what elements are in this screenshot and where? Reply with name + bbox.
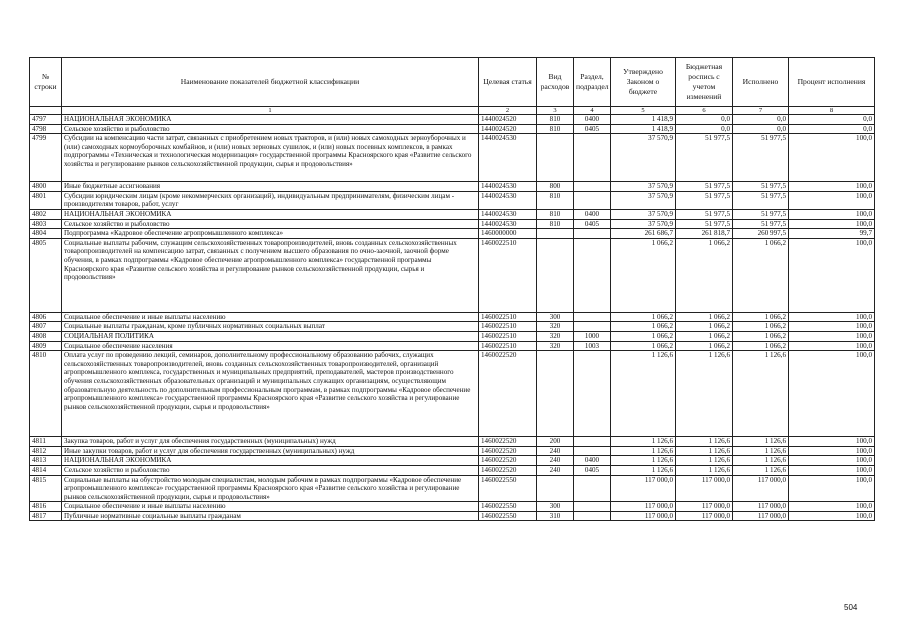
column-number-row: [30, 107, 875, 115]
row-number: 4803: [30, 219, 62, 229]
row-number: 4810: [30, 351, 62, 437]
section-code: [574, 437, 611, 447]
approved-amount: 1 066,2: [611, 331, 676, 341]
section-code: 0405: [574, 465, 611, 475]
header-budget: Бюджетная роспись с учетом изменений: [676, 58, 733, 107]
row-number: 4798: [30, 124, 62, 134]
header-section: Раздел, подраздел: [574, 58, 611, 107]
row-number: 4799: [30, 134, 62, 182]
row-number: 4815: [30, 475, 62, 502]
approved-amount: 1 066,2: [611, 322, 676, 332]
executed-amount: 51 977,5: [733, 191, 789, 209]
budget-table: [29, 57, 875, 521]
section-code: [574, 511, 611, 521]
col-number: 8: [789, 107, 875, 115]
row-name: Социальное обеспечение и иные выплаты населению: [62, 502, 479, 512]
target-article: 1460022550: [479, 475, 537, 502]
row-number: 4816: [30, 502, 62, 512]
approved-amount: 37 570,9: [611, 219, 676, 229]
budget-amount: 51 977,5: [676, 134, 733, 182]
budget-amount: 51 977,5: [676, 182, 733, 192]
executed-amount: 117 000,0: [733, 502, 789, 512]
budget-amount: 1 126,6: [676, 465, 733, 475]
budget-report-page: [29, 57, 874, 521]
target-article: 1460022510: [479, 238, 537, 312]
table-row: [30, 456, 875, 466]
col-number: 7: [733, 107, 789, 115]
section-code: [574, 182, 611, 192]
percent-executed: 100,0: [789, 465, 875, 475]
section-code: [574, 322, 611, 332]
table-row: [30, 502, 875, 512]
percent-executed: 100,0: [789, 219, 875, 229]
row-number: 4809: [30, 341, 62, 351]
row-number: 4817: [30, 511, 62, 521]
col-number: 6: [676, 107, 733, 115]
row-name: Субсидии юридическим лицам (кроме некоммерческих организаций), индивидуальным предпринимателям, физическим лицам - производителям товаров, работ, услуг: [62, 191, 479, 209]
section-code: 0400: [574, 115, 611, 125]
expense-type: [537, 238, 574, 312]
table-row: [30, 351, 875, 437]
expense-type: 810: [537, 219, 574, 229]
target-article: 1460022550: [479, 502, 537, 512]
expense-type: [537, 229, 574, 239]
col-number: 3: [537, 107, 574, 115]
row-name: Социальные выплаты рабочим, служащим сельскохозяйственных товаропроизводителей, вновь созданных сельскохозяйственных товаропроизводителей на компенсацию затрат, связанных с получением высшего образования по очно-заочной, заочной форме обучения, в рамках подпрограммы «Кадровое обеспечение агропромышленного комплекса» государственной программы Красноярского края «Развитие сельского хозяйства и регулирование рынков сельскохозяйственной продукции, сырья и продовольствия»: [62, 238, 479, 312]
row-name: Социальное обеспечение населения: [62, 341, 479, 351]
budget-amount: 51 977,5: [676, 209, 733, 219]
budget-amount: 0,0: [676, 115, 733, 125]
table-row: [30, 229, 875, 239]
expense-type: [537, 475, 574, 502]
target-article: 1440024530: [479, 134, 537, 182]
expense-type: 320: [537, 322, 574, 332]
target-article: 1440024530: [479, 191, 537, 209]
budget-amount: 51 977,5: [676, 219, 733, 229]
target-article: 1460022520: [479, 446, 537, 456]
table-row: [30, 312, 875, 322]
page-number: 504: [844, 603, 858, 612]
executed-amount: 1 126,6: [733, 465, 789, 475]
section-code: 0400: [574, 456, 611, 466]
approved-amount: 37 570,9: [611, 191, 676, 209]
expense-type: 320: [537, 341, 574, 351]
budget-amount: 1 066,2: [676, 341, 733, 351]
target-article: 1440024530: [479, 219, 537, 229]
section-code: 0400: [574, 209, 611, 219]
approved-amount: 1 066,2: [611, 341, 676, 351]
row-number: 4807: [30, 322, 62, 332]
budget-amount: 1 066,2: [676, 312, 733, 322]
expense-type: 300: [537, 312, 574, 322]
executed-amount: 1 066,2: [733, 341, 789, 351]
approved-amount: 261 686,7: [611, 229, 676, 239]
target-article: 1440024530: [479, 209, 537, 219]
header-approved: Утверждено Законом о бюджете: [611, 58, 676, 107]
approved-amount: 1 126,6: [611, 437, 676, 447]
expense-type: 200: [537, 437, 574, 447]
row-number: 4813: [30, 456, 62, 466]
row-number: 4808: [30, 331, 62, 341]
percent-executed: 100,0: [789, 331, 875, 341]
table-row: [30, 191, 875, 209]
budget-amount: 1 066,2: [676, 322, 733, 332]
row-number: 4806: [30, 312, 62, 322]
col-number: 1: [62, 107, 479, 115]
executed-amount: 1 066,2: [733, 322, 789, 332]
row-name: СОЦИАЛЬНАЯ ПОЛИТИКА: [62, 331, 479, 341]
expense-type: [537, 351, 574, 437]
section-code: [574, 312, 611, 322]
row-name: Социальное обеспечение и иные выплаты населению: [62, 312, 479, 322]
header-row-no: № строки: [30, 58, 62, 107]
table-row: [30, 219, 875, 229]
header-percent: Процент исполнения: [789, 58, 875, 107]
percent-executed: 100,0: [789, 446, 875, 456]
percent-executed: 100,0: [789, 437, 875, 447]
expense-type: 810: [537, 209, 574, 219]
section-code: [574, 229, 611, 239]
row-number: 4804: [30, 229, 62, 239]
target-article: 1440024530: [479, 182, 537, 192]
row-number: 4812: [30, 446, 62, 456]
table-row: [30, 437, 875, 447]
row-name: Иные бюджетные ассигнования: [62, 182, 479, 192]
expense-type: 810: [537, 124, 574, 134]
row-name: Сельское хозяйство и рыболовство: [62, 465, 479, 475]
row-name: НАЦИОНАЛЬНАЯ ЭКОНОМИКА: [62, 209, 479, 219]
expense-type: 810: [537, 115, 574, 125]
expense-type: 320: [537, 331, 574, 341]
budget-amount: 1 066,2: [676, 238, 733, 312]
expense-type: [537, 134, 574, 182]
target-article: 1460022520: [479, 465, 537, 475]
approved-amount: 1 066,2: [611, 312, 676, 322]
percent-executed: 100,0: [789, 191, 875, 209]
approved-amount: 1 126,6: [611, 446, 676, 456]
expense-type: 310: [537, 511, 574, 521]
table-row: [30, 341, 875, 351]
approved-amount: 37 570,9: [611, 134, 676, 182]
row-name: Оплата услуг по проведению лекций, семинаров, дополнительному профессиональному образованию рабочих, служащих сельскохозяйственных товаропроизводителей, вновь созданных сельскохозяйственных товаропроизводителей, организаций агропромышленного комплекса, государственных и муниципальных предприятий, преподавателей, мастеров производственного обучения сельскохозяйственных образовательных организаций и муниципальных служащих организациям, осуществляющим образовательную деятельность по дополнительным профессиональным программам, в рамках подпрограммы «Кадровое обеспечение агропромышленного комплекса» государственной программы Красноярского края «Развитие сельского хозяйства и регулирование рынков сельскохозяйственной продукции, сырья и продовольствия»: [62, 351, 479, 437]
row-name: Подпрограмма «Кадровое обеспечение агропромышленного комплекса»: [62, 229, 479, 239]
approved-amount: 1 418,9: [611, 115, 676, 125]
expense-type: 810: [537, 191, 574, 209]
budget-amount: 117 000,0: [676, 511, 733, 521]
percent-executed: 100,0: [789, 209, 875, 219]
row-name: Закупка товаров, работ и услуг для обеспечения государственных (муниципальных) нужд: [62, 437, 479, 447]
row-name: Иные закупки товаров, работ и услуг для обеспечения государственных (муниципальных) нужд: [62, 446, 479, 456]
approved-amount: 37 570,9: [611, 209, 676, 219]
section-code: [574, 191, 611, 209]
budget-amount: 1 126,6: [676, 351, 733, 437]
table-row: [30, 182, 875, 192]
row-name: Социальные выплаты на обустройство молодым специалистам, молодым рабочим в рамках подпрограммы «Кадровое обеспечение агропромышленного комплекса» государственной программы Красноярского края «Развитие сельского хозяйства и регулирование рынков сельскохозяйственной продукции, сырья и продовольствия»: [62, 475, 479, 502]
executed-amount: 1 066,2: [733, 331, 789, 341]
percent-executed: 100,0: [789, 341, 875, 351]
executed-amount: 51 977,5: [733, 209, 789, 219]
col-number: 2: [479, 107, 537, 115]
approved-amount: 1 126,6: [611, 465, 676, 475]
target-article: 1460000000: [479, 229, 537, 239]
percent-executed: 100,0: [789, 238, 875, 312]
target-article: 1460022510: [479, 331, 537, 341]
table-row: [30, 331, 875, 341]
table-row: [30, 322, 875, 332]
budget-amount: 51 977,5: [676, 191, 733, 209]
table-row: [30, 209, 875, 219]
section-code: [574, 502, 611, 512]
row-name: Сельское хозяйство и рыболовство: [62, 124, 479, 134]
executed-amount: 1 066,2: [733, 238, 789, 312]
budget-amount: 1 066,2: [676, 331, 733, 341]
executed-amount: 51 977,5: [733, 182, 789, 192]
row-number: 4802: [30, 209, 62, 219]
table-body: [30, 115, 875, 521]
row-name: Субсидии на компенсацию части затрат, связанных с приобретением новых тракторов, и (или) новых самоходных зерноуборочных и (или) самоходных кормоуборочных комбайнов, и (или) новых зерновых сушилок, и (или) новых посевных комплексов, в рамках подпрограммы «Техническая и технологическая модернизация» государственной программы Красноярского края «Развитие сельского хозяйства и регулирование рынков сельскохозяйственной продукции, сырья и продовольствия»: [62, 134, 479, 182]
approved-amount: 117 000,0: [611, 502, 676, 512]
section-code: 0405: [574, 219, 611, 229]
header-executed: Исполнено: [733, 58, 789, 107]
percent-executed: 0,0: [789, 124, 875, 134]
expense-type: 800: [537, 182, 574, 192]
executed-amount: 0,0: [733, 124, 789, 134]
row-name: Социальные выплаты гражданам, кроме публичных нормативных социальных выплат: [62, 322, 479, 332]
percent-executed: 100,0: [789, 511, 875, 521]
section-code: 1003: [574, 341, 611, 351]
section-code: 1000: [574, 331, 611, 341]
budget-amount: 0,0: [676, 124, 733, 134]
target-article: 1440024520: [479, 115, 537, 125]
approved-amount: 117 000,0: [611, 511, 676, 521]
target-article: 1460022520: [479, 437, 537, 447]
approved-amount: 1 418,9: [611, 124, 676, 134]
section-code: [574, 446, 611, 456]
row-name: Сельское хозяйство и рыболовство: [62, 219, 479, 229]
expense-type: 240: [537, 465, 574, 475]
target-article: 1460022510: [479, 322, 537, 332]
row-number: 4800: [30, 182, 62, 192]
executed-amount: 1 066,2: [733, 312, 789, 322]
row-number: 4814: [30, 465, 62, 475]
table-row: [30, 446, 875, 456]
budget-amount: 1 126,6: [676, 437, 733, 447]
percent-executed: 100,0: [789, 312, 875, 322]
table-row: [30, 238, 875, 312]
percent-executed: 100,0: [789, 456, 875, 466]
row-name: Публичные нормативные социальные выплаты гражданам: [62, 511, 479, 521]
executed-amount: 117 000,0: [733, 475, 789, 502]
budget-amount: 117 000,0: [676, 502, 733, 512]
col-number: [30, 107, 62, 115]
table-row: [30, 511, 875, 521]
target-article: 1460022520: [479, 456, 537, 466]
col-number: 4: [574, 107, 611, 115]
table-row: [30, 134, 875, 182]
table-row: [30, 124, 875, 134]
percent-executed: 100,0: [789, 322, 875, 332]
percent-executed: 99,7: [789, 229, 875, 239]
executed-amount: 1 126,6: [733, 437, 789, 447]
section-code: 0405: [574, 124, 611, 134]
executed-amount: 117 000,0: [733, 511, 789, 521]
approved-amount: 117 000,0: [611, 475, 676, 502]
row-number: 4797: [30, 115, 62, 125]
header-name: Наименование показателей бюджетной классификации: [62, 58, 479, 107]
section-code: [574, 134, 611, 182]
table-row: [30, 475, 875, 502]
expense-type: 240: [537, 456, 574, 466]
header-row: [30, 58, 875, 107]
executed-amount: 0,0: [733, 115, 789, 125]
executed-amount: 1 126,6: [733, 446, 789, 456]
budget-amount: 1 126,6: [676, 456, 733, 466]
row-name: НАЦИОНАЛЬНАЯ ЭКОНОМИКА: [62, 456, 479, 466]
table-row: [30, 115, 875, 125]
col-number: 5: [611, 107, 676, 115]
executed-amount: 51 977,5: [733, 219, 789, 229]
budget-amount: 261 818,7: [676, 229, 733, 239]
percent-executed: 100,0: [789, 475, 875, 502]
executed-amount: 260 997,5: [733, 229, 789, 239]
section-code: [574, 351, 611, 437]
percent-executed: 100,0: [789, 134, 875, 182]
section-code: [574, 238, 611, 312]
executed-amount: 51 977,5: [733, 134, 789, 182]
budget-amount: 1 126,6: [676, 446, 733, 456]
table-row: [30, 465, 875, 475]
header-target: Целевая статья: [479, 58, 537, 107]
percent-executed: 100,0: [789, 351, 875, 437]
section-code: [574, 475, 611, 502]
executed-amount: 1 126,6: [733, 351, 789, 437]
target-article: 1440024520: [479, 124, 537, 134]
approved-amount: 37 570,9: [611, 182, 676, 192]
target-article: 1460022510: [479, 341, 537, 351]
approved-amount: 1 066,2: [611, 238, 676, 312]
header-exp-type: Вид расходов: [537, 58, 574, 107]
percent-executed: 100,0: [789, 502, 875, 512]
target-article: 1460022550: [479, 511, 537, 521]
expense-type: 240: [537, 446, 574, 456]
expense-type: 300: [537, 502, 574, 512]
executed-amount: 1 126,6: [733, 456, 789, 466]
row-number: 4811: [30, 437, 62, 447]
target-article: 1460022520: [479, 351, 537, 437]
row-number: 4805: [30, 238, 62, 312]
budget-amount: 117 000,0: [676, 475, 733, 502]
percent-executed: 0,0: [789, 115, 875, 125]
percent-executed: 100,0: [789, 182, 875, 192]
approved-amount: 1 126,6: [611, 351, 676, 437]
approved-amount: 1 126,6: [611, 456, 676, 466]
row-name: НАЦИОНАЛЬНАЯ ЭКОНОМИКА: [62, 115, 479, 125]
target-article: 1460022510: [479, 312, 537, 322]
row-number: 4801: [30, 191, 62, 209]
